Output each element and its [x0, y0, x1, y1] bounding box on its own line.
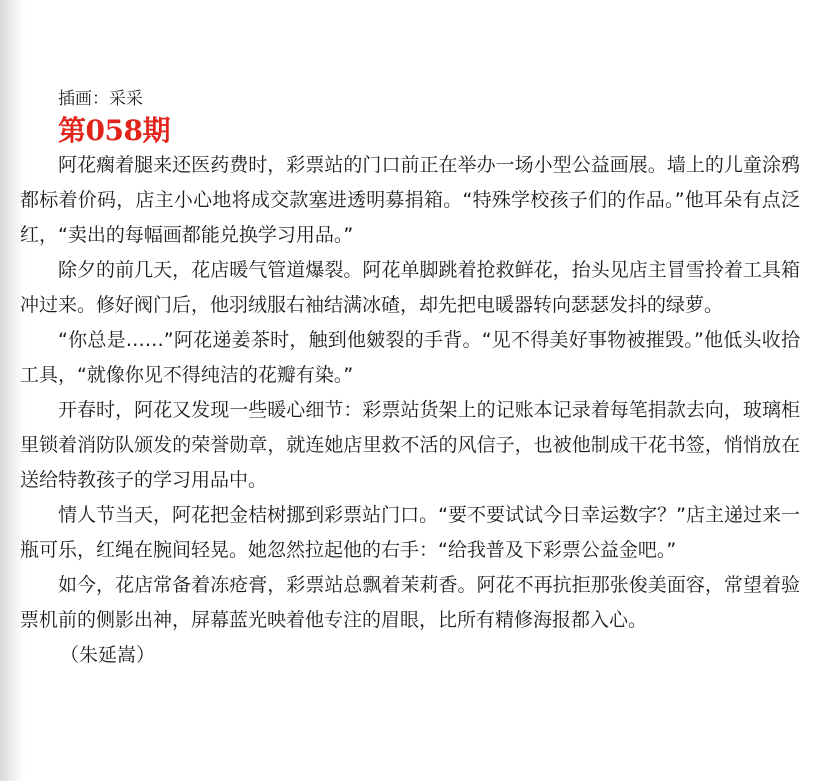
paragraph: 如今，花店常备着冻疮膏，彩票站总飘着茉莉香。阿花不再抗拒那张俊美面容，常望着验票机前的侧影出神，屏幕蓝光映着他专注的眉眼，比所有精修海报都入心。	[20, 574, 800, 631]
paragraph: 情人节当天，阿花把金桔树挪到彩票站门口。“要不要试试今日幸运数字？”店主递过来一瓶可乐，红绳在腕间轻晃。她忽然拉起他的右手：“给我普及下彩票公益金吧。”	[20, 504, 800, 561]
paragraph: 开春时，阿花又发现一些暖心细节：彩票站货架上的记账本记录着每笔捐款去向，玻璃柜里锁着消防队颁发的荣誉勋章，就连她店里救不活的风信子，也被他制成干花书签，悄悄放在送给特教孩子的学习用品中。	[20, 399, 800, 491]
paragraph: “你总是……”阿花递姜茶时，触到他皴裂的手背。“见不得美好事物被摧毁。”他低头收拾工具，“就像你见不得纯洁的花瓣有染。”	[20, 329, 800, 386]
illustration-credit: 插画：采采	[58, 89, 143, 109]
author-byline: （朱延嵩）	[60, 644, 156, 666]
article-body	[20, 148, 800, 673]
paragraph: 除夕的前几天，花店暖气管道爆裂。阿花单脚跳着抢救鲜花，抬头见店主冒雪拎着工具箱冲过来。修好阀门后，他羽绒服右袖结满冰碴，却先把电暖器转向瑟瑟发抖的绿萝。	[20, 259, 800, 316]
article	[20, 86, 800, 673]
paragraph: 阿花瘸着腿来还医药费时，彩票站的门口前正在举办一场小型公益画展。墙上的儿童涂鸦都标着价码，店主小心地将成交款塞进透明募捐箱。“特殊学校孩子们的作品。”他耳朵有点泛红，“卖出的每幅画都能兑换学习用品。”	[20, 154, 800, 246]
issue-number: 第058期	[58, 114, 170, 147]
